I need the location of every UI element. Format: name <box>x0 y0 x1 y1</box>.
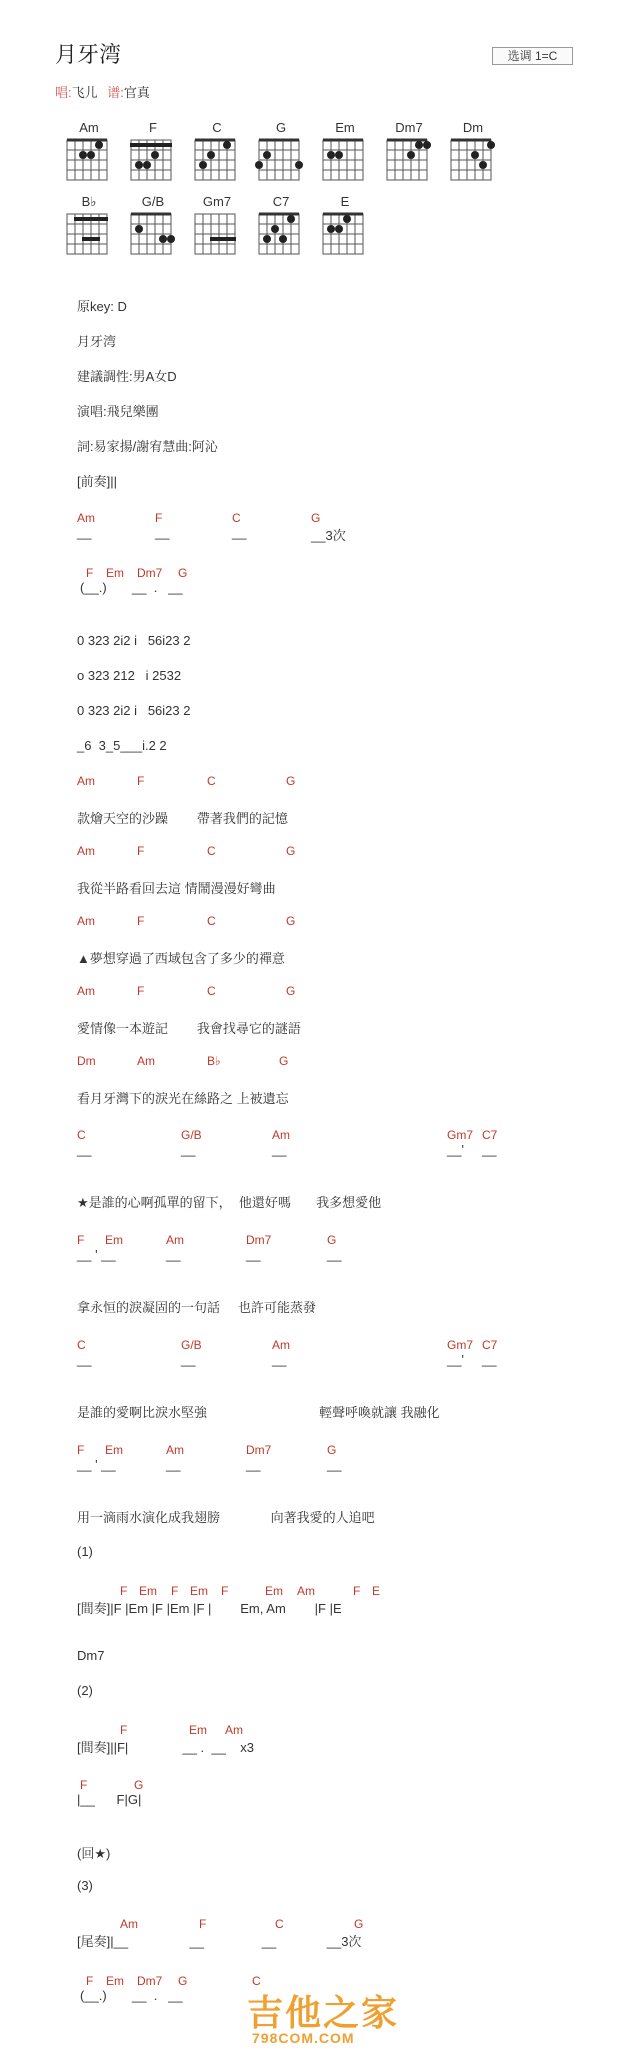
chord-label[interactable]: F <box>199 1917 207 1931</box>
beat-dash: __ <box>482 1142 497 1157</box>
chord-name: E <box>340 194 350 209</box>
chord-name: Am <box>79 120 99 135</box>
chord-name: F <box>149 120 157 135</box>
beat-dash: __ <box>166 1457 181 1472</box>
chord-label[interactable]: Em <box>105 1233 123 1247</box>
beat-dash: __ <box>272 1142 287 1157</box>
chord-diagram-dm[interactable] <box>447 120 509 188</box>
credit-line <box>55 82 150 101</box>
chord-label[interactable]: G <box>286 774 296 788</box>
interlude-line: |__ F|G| <box>77 1792 142 1807</box>
song-name-line: 月牙湾 <box>77 334 117 349</box>
chord-label[interactable]: C <box>232 511 241 525</box>
chord-label[interactable]: Am <box>77 774 95 788</box>
lyric-line: 我從半路看回去這 情鬧漫漫好彎曲 <box>77 881 276 896</box>
chord-label[interactable]: F <box>77 1233 85 1247</box>
lyric-line: 看月牙灣下的淚光在絲路之 上被遺忘 <box>77 1091 289 1106</box>
chord-label[interactable]: G <box>286 984 296 998</box>
chord-name: B♭ <box>81 194 97 209</box>
chord-label[interactable]: F <box>137 914 145 928</box>
lyric-line: ★是誰的心啊孤單的留下， 他還好嗎 我多想愛他 <box>77 1195 382 1210</box>
chord-label[interactable]: G <box>279 1054 289 1068</box>
interlude-line: [間奏]|F |Em |F |Em |F | Em, Am |F |E <box>77 1601 342 1616</box>
chord-label[interactable]: C <box>77 1338 86 1352</box>
chord-label[interactable]: Am <box>77 511 95 525</box>
chord-label[interactable]: Am <box>225 1723 243 1737</box>
chord-label[interactable]: Gm7 <box>447 1338 474 1352</box>
lyric-line: 拿永恒的淚凝固的一句話 也許可能蒸發 <box>77 1300 317 1315</box>
interlude-line: [間奏]||F| __ . __ x3 <box>77 1740 255 1755</box>
beat-dash: __ <box>246 1247 261 1262</box>
chord-label[interactable]: G <box>286 844 296 858</box>
beat-dash: __ <box>181 1142 196 1157</box>
melody-line: o 323 212 i 2532 <box>77 668 182 683</box>
chord-diagram-f[interactable] <box>127 120 189 188</box>
chord-label[interactable]: G <box>178 1974 188 1988</box>
chord-label[interactable]: G <box>286 914 296 928</box>
chord-name: Em <box>335 120 355 135</box>
chord-diagram-e[interactable] <box>319 194 381 262</box>
chord-label[interactable]: F <box>137 774 145 788</box>
beat-dash: __ <box>77 1142 92 1157</box>
chord-label[interactable]: Dm7 <box>137 566 163 580</box>
chord-diagram-am[interactable] <box>63 120 125 188</box>
chord-label[interactable]: G/B <box>181 1338 202 1352</box>
beat-dash: __ <box>327 1247 342 1262</box>
performer: 演唱:飛兒樂團 <box>77 404 159 419</box>
section-marker: (1) <box>77 1544 93 1559</box>
chord-diagram-c[interactable] <box>191 120 253 188</box>
melody-line: 0 323 2i2 i 56i23 2 <box>77 633 191 648</box>
chord-label[interactable]: Em <box>189 1723 207 1737</box>
chord-label[interactable]: G <box>354 1917 364 1931</box>
chord-name: C <box>212 120 222 135</box>
lyric-line: 用一滴雨水演化成我翅膀 向著我愛的人追吧 <box>77 1510 375 1525</box>
beat-dash: __' <box>447 1352 464 1367</box>
suggested-key: 建議調性:男A女D <box>77 369 177 384</box>
beat-dash: __ <box>232 525 247 540</box>
beat-dash: __ <box>181 1352 196 1367</box>
melody-line: 0 323 2i2 i 56i23 2 <box>77 703 191 718</box>
beat-dash: __ <box>482 1352 497 1367</box>
chord-label[interactable]: Em <box>265 1584 283 1598</box>
beat-dash: __ ' __ <box>77 1247 116 1262</box>
chord-label[interactable]: G/B <box>181 1128 202 1142</box>
chord-label[interactable]: C <box>252 1974 261 1988</box>
chord-diagram-gb[interactable] <box>127 194 189 262</box>
chord-diagram-em[interactable] <box>319 120 381 188</box>
beat-dash: __ <box>272 1352 287 1367</box>
chord-name: C7 <box>272 194 290 209</box>
repeat-marker: __3次 <box>311 528 346 543</box>
chord-name: Dm <box>462 120 484 135</box>
beat-dash: __ ' __ <box>77 1457 116 1472</box>
chord-label[interactable]: C <box>275 1917 284 1931</box>
chord-label[interactable]: B♭ <box>207 1054 221 1068</box>
chord-label[interactable]: F <box>120 1584 128 1598</box>
lyric-line: ▲夢想穿過了西域包含了多少的禪意 <box>77 951 285 966</box>
lyric-line: 是誰的愛啊比淚水堅強 輕聲呼喚就讓 我融化 <box>77 1405 440 1420</box>
chord-label[interactable]: Gm7 <box>447 1128 474 1142</box>
chord-label[interactable]: F <box>221 1584 229 1598</box>
original-key: 原key: D <box>77 299 127 314</box>
chord-label[interactable]: Am <box>166 1233 184 1247</box>
chord-name: Dm7 <box>395 120 423 135</box>
chord-label[interactable]: G <box>327 1443 337 1457</box>
intro-label: [前奏]|| <box>77 474 117 489</box>
beat-notation: (__.) __ . __ <box>80 1988 183 2003</box>
chord-label[interactable]: Em <box>106 566 124 580</box>
chord-label[interactable]: F <box>86 566 94 580</box>
section-marker: (2) <box>77 1683 93 1698</box>
chord-label[interactable]: Am <box>272 1128 290 1142</box>
site-logo: 吉他之家 <box>247 1992 400 2033</box>
outro-line: [尾奏]|__ __ __ __3次 <box>77 1934 362 1949</box>
chord-label[interactable]: E <box>372 1584 381 1598</box>
chord-label[interactable]: G <box>327 1233 337 1247</box>
chord-label[interactable]: Am <box>120 1917 138 1931</box>
transcriber[interactable]: 官真 <box>123 85 150 100</box>
chord-label[interactable]: Dm7 <box>137 1974 163 1988</box>
chord-label[interactable]: F <box>77 1443 85 1457</box>
chord-label[interactable]: F <box>353 1584 361 1598</box>
chord-line: Dm7 <box>77 1648 105 1663</box>
beat-dash: __ <box>327 1457 342 1472</box>
beat-dash: __ <box>166 1247 181 1262</box>
lyric-line: 款燴天空的沙躁 帶著我們的記憶 <box>77 811 288 826</box>
score-label: 谱: <box>107 85 124 100</box>
chord-name: Gm7 <box>202 194 232 209</box>
chord-label[interactable]: C <box>207 914 216 928</box>
beat-dash: __ <box>77 1352 92 1367</box>
sing-label: 唱: <box>55 85 72 100</box>
return-marker: (回★) <box>77 1846 111 1861</box>
chord-label[interactable]: Em <box>190 1584 208 1598</box>
beat-dash: __ <box>155 525 170 540</box>
chord-label[interactable]: C <box>207 774 216 788</box>
chord-label[interactable]: Am <box>272 1338 290 1352</box>
chord-label[interactable]: Am <box>77 914 95 928</box>
chord-label[interactable]: G <box>178 566 188 580</box>
chord-diagram-g[interactable] <box>255 120 317 188</box>
chord-label[interactable]: Am <box>77 844 95 858</box>
chord-label[interactable]: F <box>120 1723 128 1737</box>
chord-diagram-c7[interactable] <box>255 194 317 262</box>
chord-label[interactable]: C <box>207 844 216 858</box>
chord-diagram-gm7[interactable] <box>191 194 253 262</box>
chord-label[interactable]: Am <box>137 1054 155 1068</box>
chord-label[interactable]: F <box>137 844 145 858</box>
chord-label[interactable]: Dm <box>77 1054 96 1068</box>
chord-name: G/B <box>141 194 165 209</box>
singer[interactable]: 飞儿 <box>71 85 98 100</box>
chord-label[interactable]: C <box>207 984 216 998</box>
chord-label[interactable]: C7 <box>482 1128 498 1142</box>
chord-name: G <box>275 120 287 135</box>
chord-label[interactable]: Em <box>139 1584 157 1598</box>
beat-dash: __' <box>447 1142 464 1157</box>
chord-label[interactable]: Em <box>106 1974 124 1988</box>
chord-diagram-dm7[interactable] <box>383 120 445 188</box>
beat-dash: __ <box>77 525 92 540</box>
chord-label[interactable]: C <box>77 1128 86 1142</box>
chord-diagram-bb[interactable] <box>63 194 125 262</box>
song-title: 月牙湾 <box>55 42 122 67</box>
site-logo-url: 798COM.COM <box>252 2030 355 2046</box>
chord-label[interactable]: F <box>137 984 145 998</box>
writers: 詞:易家揚/謝宥慧曲:阿沁 <box>77 439 218 454</box>
chord-label[interactable]: Em <box>105 1443 123 1457</box>
chord-label[interactable]: F <box>86 1974 94 1988</box>
beat-notation: (__.) __ . __ <box>80 580 183 595</box>
chord-label[interactable]: F <box>171 1584 179 1598</box>
key-select-button[interactable]: 选调 1=C <box>492 47 573 65</box>
chord-label[interactable]: G <box>134 1778 144 1792</box>
lyric-line: 愛情像一本遊記 我會找尋它的謎語 <box>77 1021 301 1036</box>
melody-line: _6 3_5___i.2 2 <box>77 738 167 753</box>
beat-dash: __ <box>246 1457 261 1472</box>
chord-label[interactable]: Am <box>77 984 95 998</box>
chord-label[interactable]: Am <box>297 1584 315 1598</box>
chord-label[interactable]: Dm7 <box>246 1233 272 1247</box>
chord-label[interactable]: F <box>155 511 163 525</box>
chord-label[interactable]: F <box>80 1778 88 1792</box>
chord-label[interactable]: C7 <box>482 1338 498 1352</box>
chord-label[interactable]: Dm7 <box>246 1443 272 1457</box>
chord-label[interactable]: G <box>311 511 321 525</box>
section-marker: (3) <box>77 1878 93 1893</box>
chord-label[interactable]: Am <box>166 1443 184 1457</box>
